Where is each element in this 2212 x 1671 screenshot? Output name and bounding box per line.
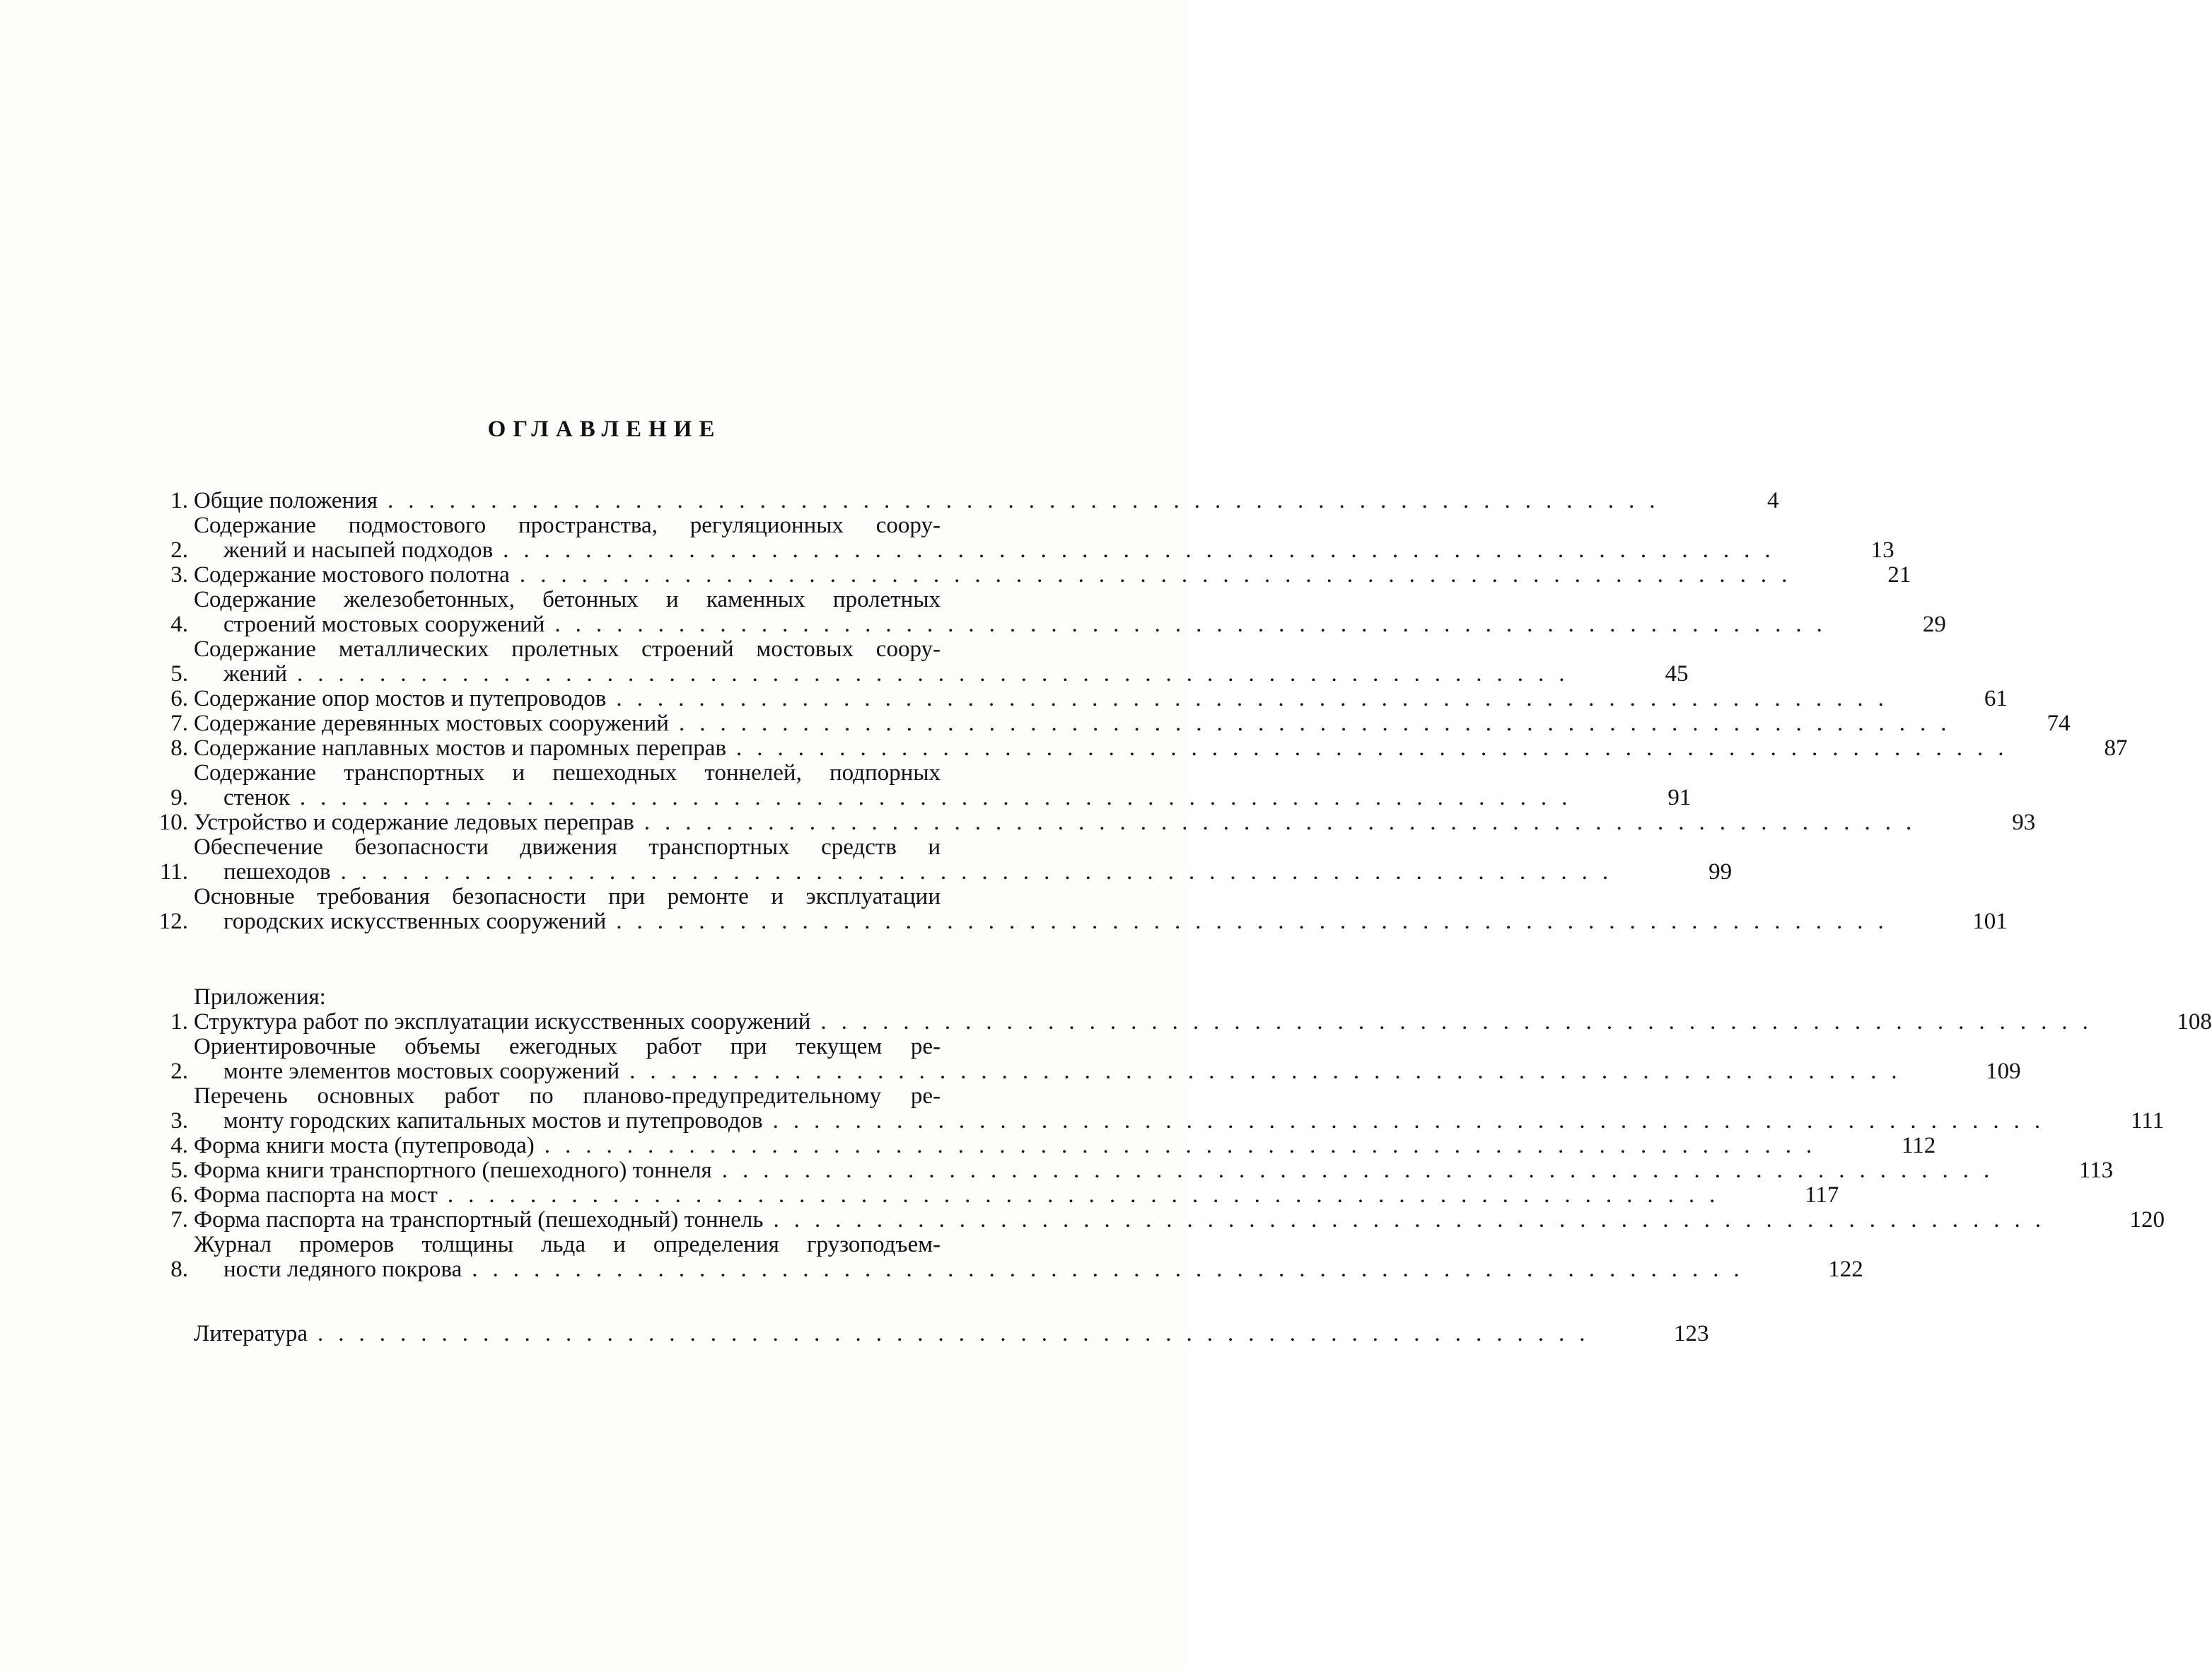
dot-leader: .............................................................. [616, 909, 1899, 934]
entry-title-line: Общие положения [194, 488, 378, 513]
entry-title-line: Содержание мостового полотна [194, 562, 510, 588]
entry-title-line: Журнал промеров толщины льда и определения грузоподъем- [194, 1232, 941, 1257]
entry-title-line: Устройство и содержание ледовых переправ [194, 810, 634, 835]
entry-title-line: пешеходов [223, 859, 331, 885]
dot-leader: .............................................................. [318, 1321, 1600, 1346]
entry-title-line: Перечень основных работ по планово-предупредительному ре- [194, 1083, 941, 1109]
dot-leader: .............................................................. [644, 810, 1927, 835]
table-of-contents [134, 417, 2212, 1346]
entry-title-line: Содержание железобетонных, бетонных и каменных пролетных [194, 587, 941, 612]
entry-page-number: 111 [2131, 1108, 2165, 1134]
toc-entry[interactable] [134, 760, 1692, 810]
entry-title-line: Форма книги транспортного (пешеходного) тоннеля [194, 1158, 712, 1183]
entry-title-line: городских искусственных сооружений [223, 909, 607, 934]
toc-entry[interactable] [134, 513, 1894, 563]
entry-title-line: монту городских капитальных мостов и путепроводов [223, 1108, 763, 1134]
toc-entry[interactable] [134, 1158, 2114, 1183]
entry-page-number: 122 [1828, 1257, 1863, 1282]
entry-number: 3. [170, 562, 188, 588]
entry-title-line: Обеспечение безопасности движения транспортных средств и [194, 834, 941, 860]
dot-leader: .............................................................. [820, 1009, 2103, 1035]
toc-entry[interactable] [134, 884, 2008, 934]
dot-leader: .............................................................. [519, 562, 1803, 588]
entry-title-line: Форма книги моста (путепровода) [194, 1133, 535, 1158]
appendix-heading: Приложения: [194, 984, 326, 1010]
toc-entry[interactable] [134, 562, 1911, 588]
entry-page-number: 4 [1766, 488, 1779, 513]
dot-leader: .............................................................. [721, 1158, 2005, 1183]
toc-entry[interactable] [134, 711, 2071, 736]
entry-number: 9. [170, 785, 188, 810]
entry-title-line: строений мостовых сооружений [223, 612, 545, 637]
dot-leader: .............................................................. [387, 488, 1670, 513]
toc-entry[interactable] [134, 735, 2128, 761]
toc-entry[interactable] [134, 834, 1733, 885]
appendices-list [134, 1009, 2212, 1282]
entry-number: 2. [170, 537, 188, 563]
entry-title-line: Содержание транспортных и пешеходных тоннелей, подпорных [194, 760, 941, 786]
entry-number: 5. [170, 1158, 188, 1183]
toc-entry[interactable] [134, 488, 1779, 513]
entry-page-number: 101 [1972, 909, 2008, 934]
sections-list [134, 488, 2128, 934]
entry-number: 8. [170, 1257, 188, 1282]
entry-page-number: 109 [1986, 1059, 2021, 1084]
dot-leader: .............................................................. [297, 661, 1580, 687]
dot-leader: .............................................................. [629, 1059, 1912, 1084]
entry-title-line: жений и насыпей подходов [223, 537, 494, 563]
entry-number: 6. [170, 686, 188, 711]
dot-leader: .............................................................. [554, 612, 1837, 637]
entry-page-number: 93 [2012, 810, 2036, 835]
entry-number: 10. [158, 810, 188, 835]
entry-page-number: 13 [1870, 537, 1894, 563]
entry-number: 11. [159, 859, 188, 885]
toc-entry[interactable] [134, 636, 1689, 687]
dot-leader: .............................................................. [503, 537, 1786, 563]
toc-entry[interactable] [134, 1207, 2165, 1233]
entry-title-line: монте элементов мостовых сооружений [223, 1059, 620, 1084]
entry-title-line: Содержание опор мостов и путепроводов [194, 686, 607, 711]
entry-page-number: 112 [1901, 1133, 1936, 1158]
entry-title-line: Содержание наплавных мостов и паромных переправ [194, 735, 727, 761]
entry-page-number: 113 [2078, 1158, 2114, 1183]
literature-entry[interactable] [134, 1321, 1709, 1346]
entry-number: 5. [170, 661, 188, 687]
entry-title-line: ности ледяного покрова [223, 1257, 462, 1282]
entry-page-number: 45 [1665, 661, 1689, 687]
page-title: ОГЛАВЛЕНИЕ [487, 417, 722, 442]
entry-title-line: стенок [223, 785, 290, 810]
entry-title-line: Содержание подмостового пространства, регуляционных соору- [194, 513, 941, 538]
entry-title-line: Форма паспорта на транспортный (пешеходный) тоннель [194, 1207, 764, 1233]
entry-page-number: 74 [2047, 711, 2071, 736]
entry-number: 4. [170, 612, 188, 637]
dot-leader: .............................................................. [678, 711, 1962, 736]
dot-leader: .............................................................. [340, 859, 1624, 885]
entry-number: 7. [170, 711, 188, 736]
entry-number: 4. [170, 1133, 188, 1158]
toc-entry[interactable] [134, 1232, 1863, 1282]
literature-label: Литература [194, 1321, 308, 1346]
entry-number: 6. [170, 1182, 188, 1208]
entry-number: 2. [170, 1059, 188, 1084]
entry-page-number: 99 [1709, 859, 1733, 885]
entry-title-line: Форма паспорта на мост [194, 1182, 438, 1208]
toc-entry[interactable] [134, 1034, 2021, 1084]
entry-page-number: 91 [1667, 785, 1692, 810]
entry-number: 1. [170, 488, 188, 513]
entry-number: 3. [170, 1108, 188, 1134]
toc-entry[interactable] [134, 1133, 1936, 1158]
dot-leader: .............................................................. [736, 735, 2019, 761]
entry-title-line: Структура работ по эксплуатации искусственных сооружений [194, 1009, 811, 1035]
entry-page-number: 108 [2177, 1009, 2212, 1035]
entry-title-line: Основные требования безопасности при ремонте и эксплуатации [194, 884, 941, 909]
dot-leader: .............................................................. [544, 1133, 1827, 1158]
entry-title-line: жений [223, 661, 287, 687]
entry-title-line: Содержание металлических пролетных строений мостовых соору- [194, 636, 941, 662]
entry-page-number: 120 [2129, 1207, 2165, 1233]
toc-entry[interactable] [134, 1083, 2165, 1134]
toc-entry[interactable] [134, 810, 2036, 835]
dot-leader: .............................................................. [472, 1257, 1754, 1282]
dot-leader: .............................................................. [773, 1207, 2056, 1233]
toc-entry[interactable] [134, 1009, 2212, 1035]
dot-leader: .............................................................. [616, 686, 1899, 711]
toc-entry[interactable] [134, 686, 2008, 711]
dot-leader: .............................................................. [447, 1182, 1730, 1208]
entry-page-number: 29 [1922, 612, 1946, 637]
toc-entry[interactable] [134, 1182, 1839, 1208]
entry-number: 7. [170, 1207, 188, 1233]
entry-number: 12. [158, 909, 188, 934]
literature-page: 123 [1674, 1321, 1709, 1346]
entry-number: 1. [170, 1009, 188, 1035]
toc-entry[interactable] [134, 587, 1946, 637]
dot-leader: .............................................................. [772, 1108, 2056, 1134]
entry-page-number: 87 [2104, 735, 2128, 761]
entry-title-line: Содержание деревянных мостовых сооружений [194, 711, 669, 736]
entry-page-number: 21 [1887, 562, 1911, 588]
dot-leader: .............................................................. [299, 785, 1583, 810]
entry-title-line: Ориентировочные объемы ежегодных работ при текущем ре- [194, 1034, 941, 1059]
entry-page-number: 117 [1805, 1182, 1839, 1208]
entry-page-number: 61 [1984, 686, 2008, 711]
entry-number: 8. [170, 735, 188, 761]
